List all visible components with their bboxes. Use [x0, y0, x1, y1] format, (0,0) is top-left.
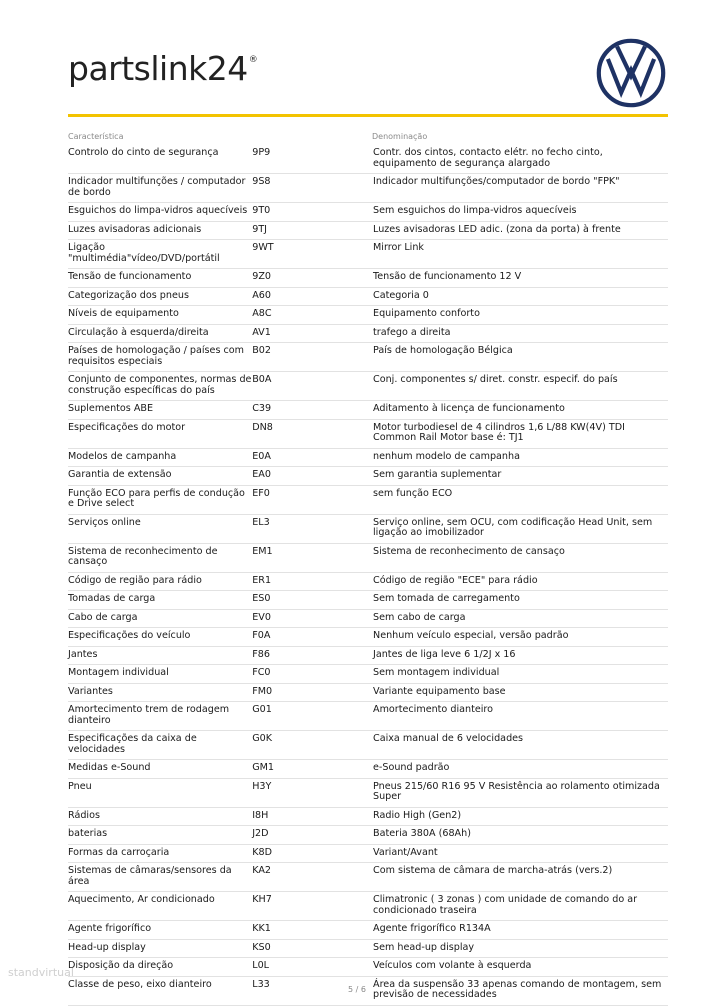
table-row: [68, 702, 668, 731]
denomination-cell: Código de região "ECE" para rádio: [373, 572, 668, 591]
code-cell: I8H: [252, 807, 373, 826]
denomination-cell: Tensão de funcionamento 12 V: [373, 269, 668, 288]
table-row: [68, 221, 668, 240]
characteristic-cell: Pneu: [68, 778, 252, 807]
characteristic-cell: Especificações da caixa de velocidades: [68, 731, 252, 760]
code-cell: F0A: [252, 628, 373, 647]
table-row: [68, 485, 668, 514]
code-cell: F86: [252, 646, 373, 665]
characteristic-cell: Sistemas de câmaras/sensores da área: [68, 863, 252, 892]
denomination-cell: País de homologação Bélgica: [373, 343, 668, 372]
characteristic-cell: Esguichos do limpa-vidros aquecíveis: [68, 203, 252, 222]
denomination-cell: Veículos com volante à esquerda: [373, 958, 668, 977]
characteristic-cell: Função ECO para perfis de condução e Drive select: [68, 485, 252, 514]
characteristic-cell: Classe de peso, eixo dianteiro: [68, 976, 252, 1005]
characteristic-cell: Conjunto de componentes, normas de construção específicas do país: [68, 372, 252, 401]
table-row: [68, 467, 668, 486]
code-cell: G01: [252, 702, 373, 731]
code-cell: KK1: [252, 921, 373, 940]
code-cell: EA0: [252, 467, 373, 486]
table-row: [68, 683, 668, 702]
specification-table: [68, 145, 668, 1006]
denomination-cell: Motor turbodiesel de 4 cilindros 1,6 L/88 KW(4V) TDI Common Rail Motor base é: TJ1: [373, 419, 668, 448]
table-row: [68, 731, 668, 760]
denomination-cell: Variante equipamento base: [373, 683, 668, 702]
characteristic-cell: Aquecimento, Ar condicionado: [68, 892, 252, 921]
code-cell: E0A: [252, 448, 373, 467]
table-row: [68, 958, 668, 977]
code-cell: 9T0: [252, 203, 373, 222]
characteristic-cell: Formas da carroçaria: [68, 844, 252, 863]
characteristic-cell: Luzes avisadoras adicionais: [68, 221, 252, 240]
code-cell: EM1: [252, 543, 373, 572]
characteristic-cell: Sistema de reconhecimento de cansaço: [68, 543, 252, 572]
characteristic-cell: Head-up display: [68, 939, 252, 958]
table-row: [68, 628, 668, 647]
volkswagen-logo-icon: [596, 38, 666, 108]
denomination-cell: Conj. componentes s/ diret. constr. especif. do país: [373, 372, 668, 401]
code-cell: G0K: [252, 731, 373, 760]
denomination-cell: Com sistema de câmara de marcha-atrás (vers.2): [373, 863, 668, 892]
characteristic-cell: baterias: [68, 826, 252, 845]
characteristic-cell: Cabo de carga: [68, 609, 252, 628]
denomination-cell: Nenhum veículo especial, versão padrão: [373, 628, 668, 647]
code-cell: J2D: [252, 826, 373, 845]
denomination-cell: Variant/Avant: [373, 844, 668, 863]
denomination-cell: Sem head-up display: [373, 939, 668, 958]
table-row: [68, 665, 668, 684]
column-header-denomination: Denominação: [372, 132, 428, 141]
table-row: [68, 892, 668, 921]
characteristic-cell: Medidas e-Sound: [68, 760, 252, 779]
table-row: [68, 287, 668, 306]
characteristic-cell: Especificações do veículo: [68, 628, 252, 647]
characteristic-cell: Países de homologação / países com requisitos especiais: [68, 343, 252, 372]
table-row: [68, 401, 668, 420]
denomination-cell: Agente frigorífico R134A: [373, 921, 668, 940]
table-row: [68, 240, 668, 269]
table-row: [68, 419, 668, 448]
table-row: [68, 448, 668, 467]
denomination-cell: nenhum modelo de campanha: [373, 448, 668, 467]
denomination-cell: Equipamento conforto: [373, 306, 668, 325]
code-cell: 9Z0: [252, 269, 373, 288]
denomination-cell: Sistema de reconhecimento de cansaço: [373, 543, 668, 572]
denomination-cell: Sem garantia suplementar: [373, 467, 668, 486]
characteristic-cell: Serviços online: [68, 514, 252, 543]
characteristic-cell: Agente frigorífico: [68, 921, 252, 940]
table-row: [68, 921, 668, 940]
column-header-characteristic: Característica: [68, 132, 124, 141]
table-row: [68, 203, 668, 222]
table-row: [68, 306, 668, 325]
code-cell: B02: [252, 343, 373, 372]
denomination-cell: trafego a direita: [373, 324, 668, 343]
code-cell: KH7: [252, 892, 373, 921]
characteristic-cell: Controlo do cinto de segurança: [68, 145, 252, 174]
code-cell: 9P9: [252, 145, 373, 174]
code-cell: A60: [252, 287, 373, 306]
characteristic-cell: Categorização dos pneus: [68, 287, 252, 306]
table-row: [68, 807, 668, 826]
table-row: [68, 324, 668, 343]
code-cell: ER1: [252, 572, 373, 591]
denomination-cell: sem função ECO: [373, 485, 668, 514]
denomination-cell: Amortecimento dianteiro: [373, 702, 668, 731]
table-row: [68, 343, 668, 372]
characteristic-cell: Rádios: [68, 807, 252, 826]
code-cell: DN8: [252, 419, 373, 448]
denomination-cell: e-Sound padrão: [373, 760, 668, 779]
code-cell: FM0: [252, 683, 373, 702]
code-cell: 9S8: [252, 174, 373, 203]
denomination-cell: Aditamento à licença de funcionamento: [373, 401, 668, 420]
denomination-cell: Sem cabo de carga: [373, 609, 668, 628]
header-accent-rule: [68, 114, 668, 117]
table-row: [68, 863, 668, 892]
partslink24-logo: partslink24®: [68, 49, 258, 88]
code-cell: 9TJ: [252, 221, 373, 240]
table-row: [68, 269, 668, 288]
denomination-cell: Climatronic ( 3 zonas ) com unidade de comando do ar condicionado traseira: [373, 892, 668, 921]
table-row: [68, 174, 668, 203]
code-cell: C39: [252, 401, 373, 420]
table-row: [68, 543, 668, 572]
table-row: [68, 372, 668, 401]
denomination-cell: Categoria 0: [373, 287, 668, 306]
table-row: [68, 145, 668, 174]
denomination-cell: Sem tomada de carregamento: [373, 591, 668, 610]
characteristic-cell: Indicador multifunções / computador de bordo: [68, 174, 252, 203]
table-row: [68, 778, 668, 807]
characteristic-cell: Disposição da direção: [68, 958, 252, 977]
characteristic-cell: Tomadas de carga: [68, 591, 252, 610]
code-cell: KA2: [252, 863, 373, 892]
denomination-cell: Área da suspensão 33 apenas comando de montagem, sem previsão de necessidades: [373, 976, 668, 1005]
denomination-cell: Luzes avisadoras LED adic. (zona da porta) à frente: [373, 221, 668, 240]
code-cell: KS0: [252, 939, 373, 958]
denomination-cell: Indicador multifunções/computador de bordo "FPK": [373, 174, 668, 203]
code-cell: ES0: [252, 591, 373, 610]
code-cell: 9WT: [252, 240, 373, 269]
characteristic-cell: Ligação "multimédia"vídeo/DVD/portátil: [68, 240, 252, 269]
characteristic-cell: Suplementos ABE: [68, 401, 252, 420]
watermark: standvirtual: [8, 966, 74, 979]
characteristic-cell: Montagem individual: [68, 665, 252, 684]
table-row: [68, 609, 668, 628]
table-row: [68, 760, 668, 779]
code-cell: EV0: [252, 609, 373, 628]
table-row: [68, 826, 668, 845]
characteristic-cell: Código de região para rádio: [68, 572, 252, 591]
page-number: 5 / 6: [348, 985, 366, 994]
table-row: [68, 844, 668, 863]
denomination-cell: Radio High (Gen2): [373, 807, 668, 826]
table-row: [68, 591, 668, 610]
characteristic-cell: Amortecimento trem de rodagem dianteiro: [68, 702, 252, 731]
characteristic-cell: Variantes: [68, 683, 252, 702]
code-cell: A8C: [252, 306, 373, 325]
code-cell: H3Y: [252, 778, 373, 807]
denomination-cell: Jantes de liga leve 6 1/2J x 16: [373, 646, 668, 665]
code-cell: AV1: [252, 324, 373, 343]
code-cell: EL3: [252, 514, 373, 543]
table-row: [68, 514, 668, 543]
code-cell: FC0: [252, 665, 373, 684]
code-cell: EF0: [252, 485, 373, 514]
denomination-cell: Contr. dos cintos, contacto elétr. no fecho cinto, equipamento de segurança alargado: [373, 145, 668, 174]
table-row: [68, 939, 668, 958]
denomination-cell: Serviço online, sem OCU, com codificação Head Unit, sem ligação ao imobilizador: [373, 514, 668, 543]
characteristic-cell: Tensão de funcionamento: [68, 269, 252, 288]
denomination-cell: Sem montagem individual: [373, 665, 668, 684]
characteristic-cell: Especificações do motor: [68, 419, 252, 448]
code-cell: K8D: [252, 844, 373, 863]
characteristic-cell: Modelos de campanha: [68, 448, 252, 467]
table-row: [68, 572, 668, 591]
denomination-cell: Caixa manual de 6 velocidades: [373, 731, 668, 760]
code-cell: L33: [252, 976, 373, 1005]
characteristic-cell: Níveis de equipamento: [68, 306, 252, 325]
code-cell: GM1: [252, 760, 373, 779]
characteristic-cell: Circulação à esquerda/direita: [68, 324, 252, 343]
code-cell: B0A: [252, 372, 373, 401]
characteristic-cell: Garantia de extensão: [68, 467, 252, 486]
table-row: [68, 646, 668, 665]
code-cell: L0L: [252, 958, 373, 977]
characteristic-cell: Jantes: [68, 646, 252, 665]
denomination-cell: Pneus 215/60 R16 95 V Resistência ao rolamento otimizada Super: [373, 778, 668, 807]
denomination-cell: Bateria 380A (68Ah): [373, 826, 668, 845]
denomination-cell: Mirror Link: [373, 240, 668, 269]
denomination-cell: Sem esguichos do limpa-vidros aquecíveis: [373, 203, 668, 222]
